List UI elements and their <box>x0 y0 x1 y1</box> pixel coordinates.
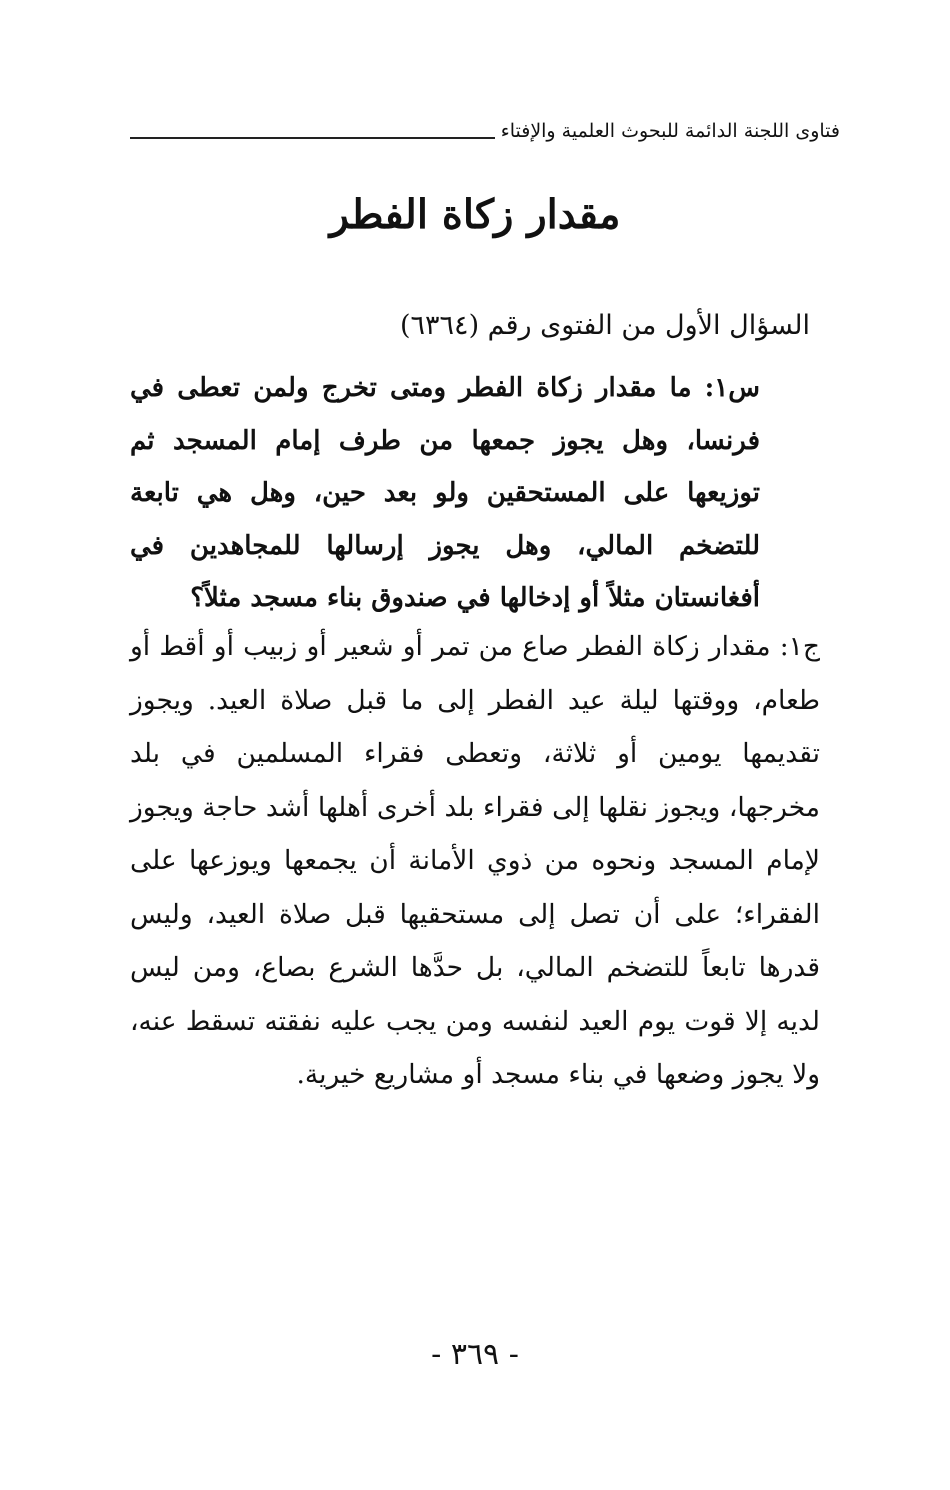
page-number: - ٣٦٩ - <box>431 1337 519 1372</box>
header-rule <box>130 137 495 139</box>
answer-text: ج١: مقدار زكاة الفطر صاع من تمر أو شعير أو زبيب أو أقط أو طعام، ووقتها ليلة عيد الفطر إلى ما قبل صلاة العيد. ويجوز تقديمها يومين أو ثلاثة، وتعطى فقراء المسلمين في بلد مخرجها، ويجوز نقلها إلى فقراء بلد أخرى أهلها أشد حاجة ويجوز لإمام المسجد ونحوه من ذوي الأمانة أن يجمعها ويوزعها على الفقراء؛ على أن تصل إلى مستحقيها قبل صلاة العيد، وليس قدرها تابعاً للتضخم المالي، بل حدَّها الشرع بصاع، ومن ليس لديه إلا قوت يوم العيد لنفسه ومن يجب عليه نفقته تسقط عنه، ولا يجوز وضعها في بناء مسجد أو مشاريع خيرية. <box>130 631 820 1090</box>
running-header-title: فتاوى اللجنة الدائمة للبحوث العلمية والإفتاء <box>500 120 840 142</box>
question-text: س١: ما مقدار زكاة الفطر ومتى تخرج ولمن تعطى في فرنسا، وهل يجوز جمعها من طرف إمام المسجد ثم توزيعها على المستحقين ولو بعد حين، وهل هي تابعة للتضخم المالي، وهل يجوز إرسالها للمجاهدين في أفغانستان مثلاً أو إدخالها في صندوق بناء مسجد مثلاً؟ <box>130 373 760 613</box>
fatwa-title: مقدار زكاة الفطر <box>329 191 621 238</box>
running-header <box>130 110 840 144</box>
question-reference: السؤال الأول من الفتوى رقم (٦٣٦٤) <box>400 310 810 341</box>
